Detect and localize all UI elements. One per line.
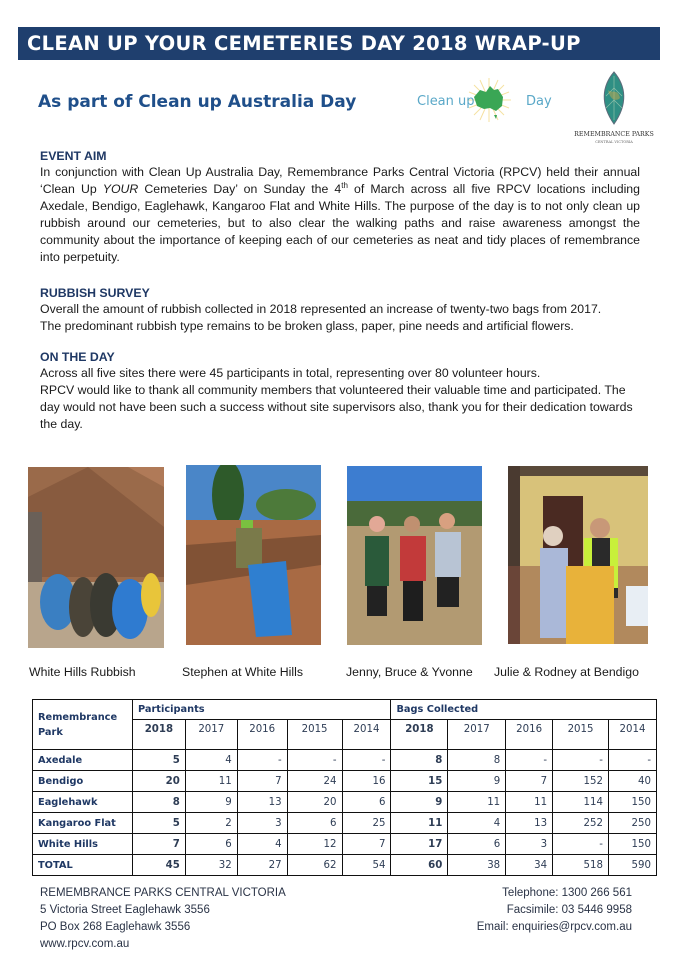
table-row xyxy=(33,855,657,876)
participants-cell: 27 xyxy=(237,855,287,876)
bags-cell: 114 xyxy=(553,792,609,813)
bags-cell: 15 xyxy=(391,771,448,792)
participants-cell: 24 xyxy=(287,771,342,792)
footer-address-block xyxy=(40,885,286,953)
bags-cell: 9 xyxy=(448,771,506,792)
participants-cell: 25 xyxy=(342,813,391,834)
emphasis-your: YOUR xyxy=(102,182,139,196)
bags-cell: 11 xyxy=(448,792,506,813)
participants-cell: 9 xyxy=(185,792,237,813)
bags-cell: 60 xyxy=(391,855,448,876)
photo-jenny-bruce-yvonne xyxy=(347,466,482,645)
bags-cell: 518 xyxy=(553,855,609,876)
year-header: 2015 xyxy=(287,720,342,750)
page-subtitle: As part of Clean up Australia Day xyxy=(38,92,357,112)
photo-julie-rodney-at-bendigo xyxy=(508,466,648,644)
participants-cell: 20 xyxy=(287,792,342,813)
participants-cell: - xyxy=(287,750,342,771)
photo-caption: Julie & Rodney at Bendigo xyxy=(494,665,639,679)
bags-cell: 252 xyxy=(553,813,609,834)
participants-cell: 12 xyxy=(287,834,342,855)
footer-website-link[interactable]: www.rpcv.com.au xyxy=(40,938,130,950)
participants-cell: - xyxy=(342,750,391,771)
participants-cell: - xyxy=(237,750,287,771)
participants-cell: 4 xyxy=(237,834,287,855)
bags-cell: 8 xyxy=(391,750,448,771)
participants-cell: 2 xyxy=(185,813,237,834)
event-aim-heading: EVENT AIM xyxy=(40,149,107,163)
footer-email-link[interactable]: Email: enquiries@rpcv.com.au xyxy=(476,921,632,933)
year-header: 2018 xyxy=(132,720,185,750)
bags-cell: 3 xyxy=(506,834,553,855)
participants-cell: 11 xyxy=(185,771,237,792)
participants-cell: 13 xyxy=(237,792,287,813)
bags-cell: - xyxy=(506,750,553,771)
bags-cell: 13 xyxy=(506,813,553,834)
footer-telephone: Telephone: 1300 266 561 xyxy=(502,887,632,899)
park-name-cell: Eaglehawk xyxy=(33,792,133,813)
park-name-cell: White Hills xyxy=(33,834,133,855)
bags-cell: 4 xyxy=(448,813,506,834)
participants-cell: 6 xyxy=(342,792,391,813)
participants-cell: 7 xyxy=(237,771,287,792)
on-the-day-line-1: Across all five sites there were 45 participants in total, representing over 80 volunteer hours. xyxy=(40,366,541,380)
logo-clean-up-text: Clean up xyxy=(417,94,475,109)
year-header: 2017 xyxy=(185,720,237,750)
table-group-header-row xyxy=(33,700,657,720)
bags-cell: 38 xyxy=(448,855,506,876)
bags-cell: 9 xyxy=(391,792,448,813)
bags-cell: 7 xyxy=(506,771,553,792)
bags-cell: 6 xyxy=(448,834,506,855)
bags-cell: - xyxy=(553,834,609,855)
footer-org-name: REMEMBRANCE PARKS CENTRAL VICTORIA xyxy=(40,887,286,899)
year-header: 2016 xyxy=(237,720,287,750)
participants-cell: 54 xyxy=(342,855,391,876)
bags-cell: 40 xyxy=(608,771,656,792)
table-row xyxy=(33,750,657,771)
bags-cell: 17 xyxy=(391,834,448,855)
year-header: 2016 xyxy=(506,720,553,750)
year-header: 2017 xyxy=(448,720,506,750)
park-name-cell: Kangaroo Flat xyxy=(33,813,133,834)
participants-cell: 6 xyxy=(287,813,342,834)
table-row xyxy=(33,771,657,792)
photo-caption: White Hills Rubbish xyxy=(29,665,136,679)
year-header: 2018 xyxy=(391,720,448,750)
statistics-table xyxy=(32,699,657,876)
event-aim-text: In conjunction with Clean Up Australia Day, Remembrance Parks Central Victoria (RPCV) held their annual ‘Clean Up YOUR Cemeteries Day’ on Sunday the 4th of March across all five RPCV locations including Axedale, Bendigo, Eaglehawk, Kangaroo Flat and White Hills. The purpose of the day is to not only clean up rubbish around our cemeteries, but to also clear the walking paths and raise awareness amongst the community about the importance of keeping each of our cemeteries as neat and tidy places of remembrance into perpetuity. xyxy=(40,165,640,264)
rubbish-survey-line-1: Overall the amount of rubbish collected in 2018 represented an increase of twenty-two bags from 2017. xyxy=(40,302,602,316)
bags-cell: 150 xyxy=(608,834,656,855)
bags-cell: 34 xyxy=(506,855,553,876)
participants-cell: 4 xyxy=(185,750,237,771)
participants-cell: 7 xyxy=(342,834,391,855)
clean-up-australia-day-logo xyxy=(414,75,564,125)
footer-facsimile: Facsimile: 03 5446 9958 xyxy=(506,904,632,916)
photo-stephen-at-white-hills xyxy=(186,465,321,645)
bags-cell: 11 xyxy=(391,813,448,834)
participants-cell: 45 xyxy=(132,855,185,876)
participants-cell: 7 xyxy=(132,834,185,855)
participants-cell: 3 xyxy=(237,813,287,834)
on-the-day-section xyxy=(40,349,640,433)
rubbish-survey-line-2: The predominant rubbish type remains to be broken glass, paper, pine needs and artificial flowers. xyxy=(40,319,574,333)
table-row xyxy=(33,813,657,834)
participants-cell: 16 xyxy=(342,771,391,792)
participants-cell: 20 xyxy=(132,771,185,792)
bags-cell: - xyxy=(608,750,656,771)
page-title-banner: CLEAN UP YOUR CEMETERIES DAY 2018 WRAP-UP xyxy=(18,27,660,60)
participants-cell: 32 xyxy=(185,855,237,876)
table-row xyxy=(33,834,657,855)
bags-cell: 250 xyxy=(608,813,656,834)
rubbish-survey-heading: RUBBISH SURVEY xyxy=(40,286,150,300)
bags-cell: - xyxy=(553,750,609,771)
footer-address-1: 5 Victoria Street Eaglehawk 3556 xyxy=(40,904,210,916)
park-column-header: Remembrance Park xyxy=(33,700,133,750)
event-aim-section xyxy=(40,148,640,266)
year-header: 2014 xyxy=(608,720,656,750)
logo-day-text: Day xyxy=(526,94,552,109)
bags-cell: 8 xyxy=(448,750,506,771)
footer-contact-block xyxy=(477,885,632,936)
on-the-day-heading: ON THE DAY xyxy=(40,350,115,364)
photo-caption: Stephen at White Hills xyxy=(182,665,303,679)
photo-white-hills-rubbish xyxy=(28,467,164,648)
footer-address-2: PO Box 268 Eaglehawk 3556 xyxy=(40,921,191,933)
bags-collected-group-header: Bags Collected xyxy=(391,700,657,720)
park-name-cell: Axedale xyxy=(33,750,133,771)
park-name-cell: Bendigo xyxy=(33,771,133,792)
rubbish-survey-section xyxy=(40,285,640,335)
participants-cell: 5 xyxy=(132,750,185,771)
year-header: 2015 xyxy=(553,720,609,750)
bags-cell: 152 xyxy=(553,771,609,792)
table-row xyxy=(33,792,657,813)
participants-group-header: Participants xyxy=(132,700,391,720)
photo-caption: Jenny, Bruce & Yvonne xyxy=(346,665,473,679)
bags-cell: 11 xyxy=(506,792,553,813)
park-name-cell: TOTAL xyxy=(33,855,133,876)
participants-cell: 6 xyxy=(185,834,237,855)
logo-rp-sub: CENTRAL VICTORIA xyxy=(595,140,633,144)
logo-rp-name: REMEMBRANCE PARKS xyxy=(574,131,654,138)
bags-cell: 150 xyxy=(608,792,656,813)
participants-cell: 5 xyxy=(132,813,185,834)
participants-cell: 8 xyxy=(132,792,185,813)
year-header: 2014 xyxy=(342,720,391,750)
participants-cell: 62 xyxy=(287,855,342,876)
on-the-day-line-2: RPCV would like to thank all community members that volunteered their valuable time and participated. The day would not have been such a success without site supervisors also, thank you for their dedication towards the day. xyxy=(40,383,633,431)
bags-cell: 590 xyxy=(608,855,656,876)
remembrance-parks-logo xyxy=(568,68,660,148)
